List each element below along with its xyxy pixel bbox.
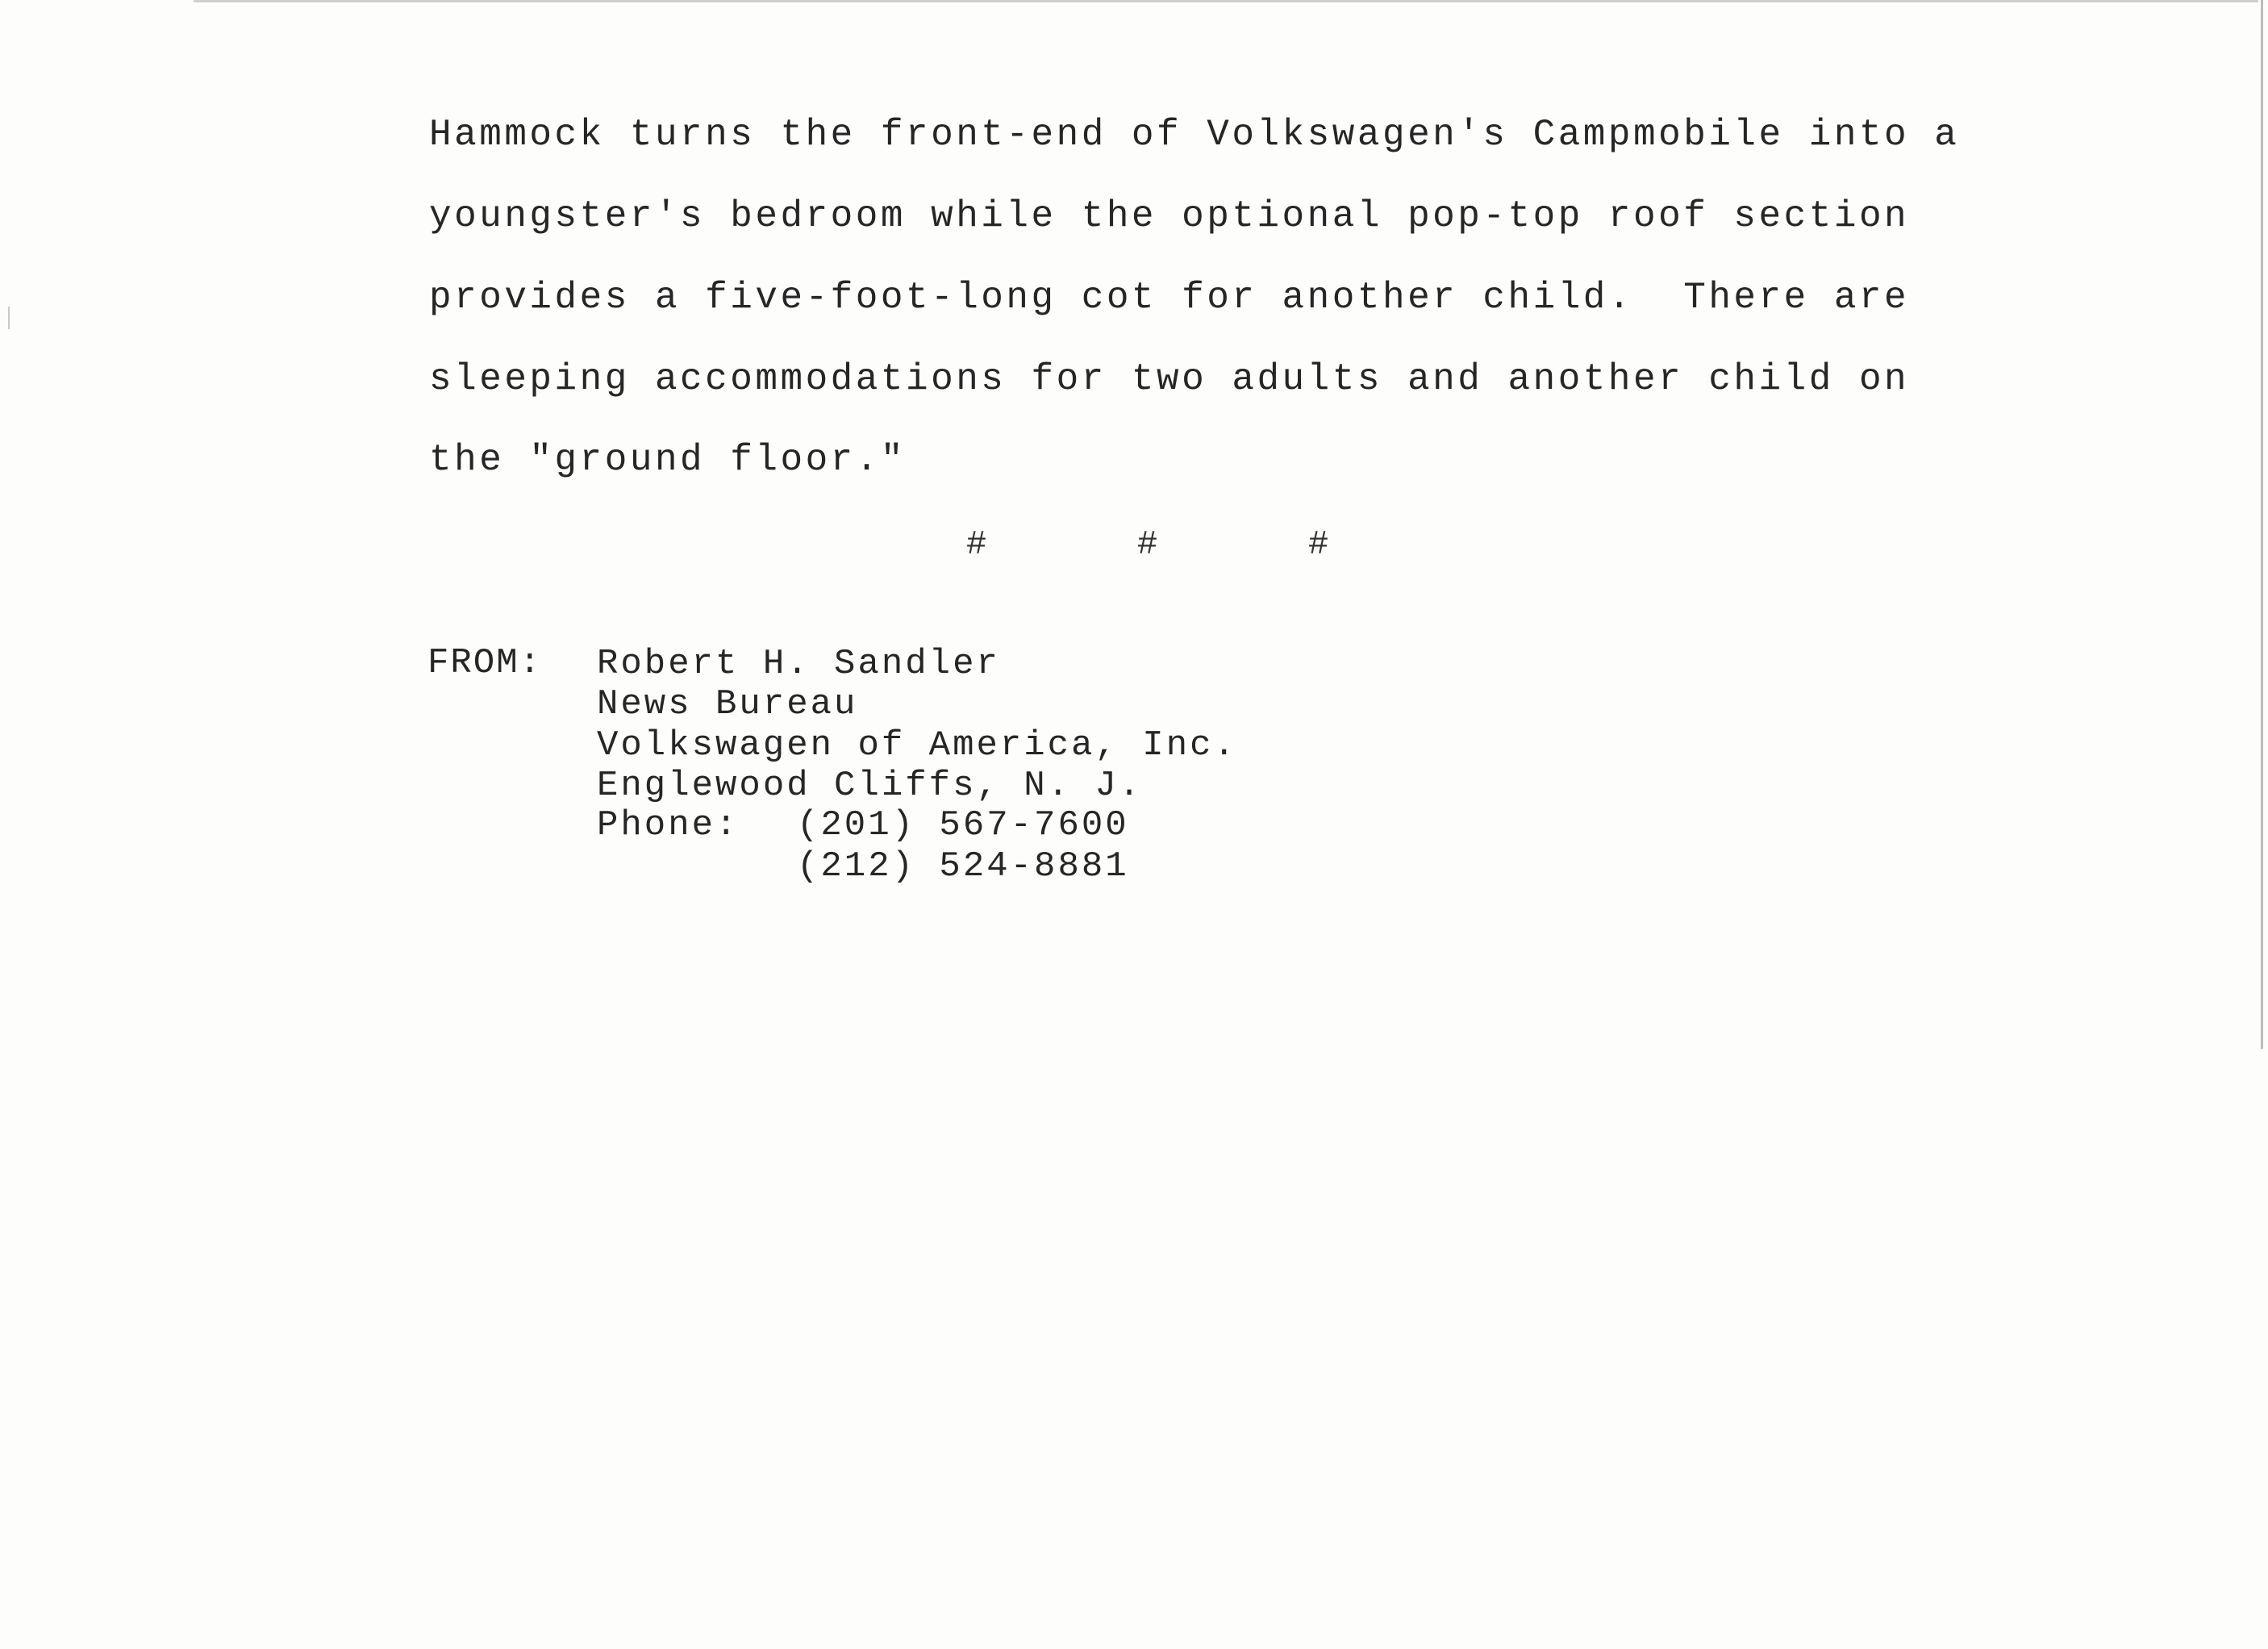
- paper-right-edge: [2261, 0, 2263, 1049]
- sender-department: News Bureau: [597, 684, 858, 724]
- body-line-2: youngster's bedroom while the optional pop-top roof section: [429, 195, 1910, 237]
- body-line-5: the "ground floor.": [429, 439, 906, 481]
- body-line-4: sleeping accommodations for two adults and another child on: [429, 358, 1910, 400]
- paper-top-edge: [194, 0, 2258, 2]
- sender-location: Englewood Cliffs, N. J.: [597, 766, 1143, 806]
- from-label: FROM:: [427, 643, 543, 683]
- body-line-1: Hammock turns the front-end of Volkswagen's Campmobile into a: [429, 114, 1960, 156]
- phone-number-2: (212) 524-8881: [797, 846, 1129, 887]
- paper-margin-mark: [8, 307, 10, 329]
- end-mark-1: #: [966, 525, 987, 564]
- end-mark-3: #: [1308, 525, 1329, 564]
- phone-number-1: (201) 567-7600: [797, 805, 1129, 845]
- sender-company: Volkswagen of America, Inc.: [597, 725, 1237, 766]
- phone-label: Phone:: [597, 805, 740, 845]
- sender-name: Robert H. Sandler: [597, 644, 1000, 684]
- body-line-3: provides a five-foot-long cot for another child. There are: [429, 277, 1910, 319]
- end-mark-2: #: [1137, 525, 1158, 564]
